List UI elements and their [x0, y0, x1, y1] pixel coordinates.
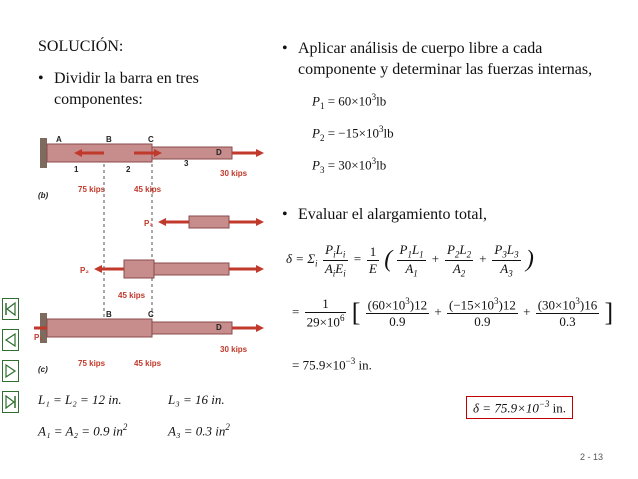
left-bullet [38, 68, 238, 110]
last-slide-icon[interactable] [2, 391, 19, 413]
label-a: A [56, 135, 62, 144]
page-number: 2 - 13 [580, 452, 604, 462]
previous-slide-icon[interactable] [2, 329, 19, 351]
load-45-mid: 45 kips [118, 291, 146, 300]
left-bullet-text: Dividir la barra en tres componentes: [54, 70, 199, 108]
load-75-top: 75 kips [78, 185, 106, 194]
bullet-dot: • [282, 40, 288, 57]
wall-top [40, 138, 47, 168]
seg-3: 3 [184, 159, 189, 168]
dim-a12: A₁ = A₂ = 0.9 $in^2$ [38, 422, 128, 439]
seg-1: 1 [74, 165, 79, 174]
load-45-top: 45 kips [134, 185, 162, 194]
fbd-p3-bar [189, 216, 229, 228]
load-30-bottom: 30 kips [220, 345, 248, 354]
bar-bottom-ab [47, 319, 152, 337]
formula-numeric: = $\frac{1}{29\times 10^6}$ [ $\frac{(60\times 10^3)12}{0.9}$ + $\frac{(-15\times 10^3)12}{0.9}$ + $\frac{(30\times 10^3)16}{0.3}$ ] [292, 296, 614, 330]
fbd-p2-bar-thin [154, 263, 229, 275]
load-75-bottom: 75 kips [78, 359, 106, 368]
arrowhead-top-d [256, 149, 264, 157]
label-d: D [216, 148, 222, 157]
panel-c: (c) [38, 365, 48, 374]
fbd-p2-bar-thick [124, 260, 154, 278]
dim-l3: L₃ = 16 in. [168, 392, 225, 407]
dim-a3: A₃ = 0.3 $in^2$ [168, 422, 230, 439]
force-p1: $P_1 = 60\times 10^3lb$ [312, 92, 387, 111]
panel-b: (b) [38, 191, 49, 200]
elongation-result: = $75.9\times 10^{-3}$ in. [292, 356, 372, 373]
bar-figure [34, 128, 264, 378]
force-p2: $P_2 = -15\times 10^3lb$ [312, 124, 394, 143]
formula-general: $\delta = \Sigma_i$ $\frac{P_iL_i}{A_iE_i}$ = $\frac{1}{E}$ ( $\frac{P_1L_1}{A_1}$ + $\frac{P_2L_2}{A_2}$ + $\frac{P_3L_3}{A_3}$ ) [286, 242, 534, 279]
bullet-dot: • [38, 70, 44, 87]
dim-l12: L₁ = L₂ = 12 in. [38, 392, 122, 407]
label-c: C [148, 135, 154, 144]
load-30-top: 30 kips [220, 169, 248, 178]
force-p3: $P_3 = 30\times 10^3lb$ [312, 156, 387, 175]
label-p1: P₁ [34, 333, 43, 342]
seg-2: 2 [126, 165, 131, 174]
label-b-bottom: B [106, 310, 112, 319]
bullet-dot: • [282, 206, 288, 223]
right-bullet-2: • Evaluar el alargamiento total, [282, 206, 487, 223]
solution-heading: SOLUCIÓN: [38, 38, 124, 55]
load-45-bottom: 45 kips [134, 359, 162, 368]
label-d-bottom: D [216, 323, 222, 332]
next-slide-icon[interactable] [2, 360, 19, 382]
label-p3: P₃ [144, 219, 154, 228]
label-b: B [106, 135, 112, 144]
first-slide-icon[interactable] [2, 298, 19, 320]
final-answer-box: $\delta = 75.9\times 10^{-3}$ in. [466, 396, 573, 419]
label-c-bottom: C [148, 310, 154, 319]
right-bullet-1: • Aplicar análisis de cuerpo libre a cada componente y determinar las fuerzas internas, [282, 40, 593, 78]
label-p2: P₂ [80, 266, 89, 275]
